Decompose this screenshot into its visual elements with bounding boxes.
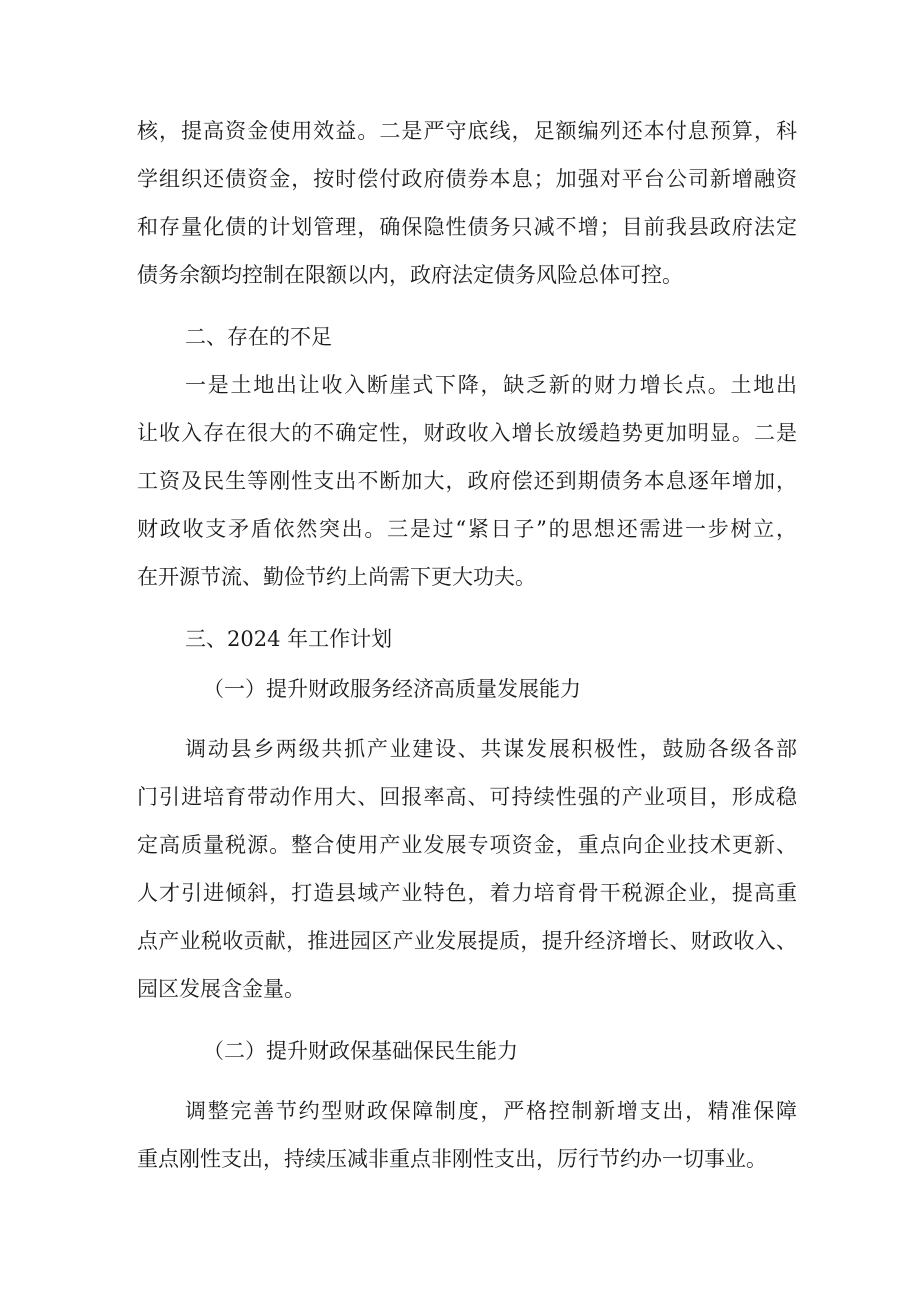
section-heading: 三、2024 年工作计划 (185, 627, 393, 651)
subsection-heading: （一）提升财政服务经济高质量发展能力 (203, 677, 581, 701)
paragraph-line: 在开源节流、勤俭节约上尚需下更大功夫。 (137, 565, 536, 589)
paragraph-line: 定高质量税源。整合使用产业发展专项资金，重点向企业技术更新、 (137, 833, 797, 857)
paragraph-line: 和存量化债的计划管理，确保隐性债务只减不增；目前我县政府法定 (137, 215, 797, 239)
section-heading: 二、存在的不足 (185, 325, 332, 349)
paragraph-line: 园区发展含金量。 (137, 977, 305, 1001)
paragraph-line: 人才引进倾斜，打造县域产业特色，着力培育骨干税源企业，提高重 (137, 881, 797, 905)
paragraph-line: 学组织还债资金，按时偿付政府债券本息；加强对平台公司新增融资 (137, 167, 797, 191)
paragraph-line: 重点刚性支出，持续压减非重点非刚性支出，厉行节约办一切事业。 (137, 1147, 767, 1171)
paragraph-line: 核，提高资金使用效益。二是严守底线，足额编列还本付息预算，科 (137, 119, 797, 143)
paragraph-line: 门引进培育带动作用大、回报率高、可持续性强的产业项目，形成稳 (137, 785, 797, 809)
paragraph-line: 让收入存在很大的不确定性，财政收入增长放缓趋势更加明显。二是 (137, 421, 797, 445)
paragraph-line: 点产业税收贡献，推进园区产业发展提质，提升经济增长、财政收入、 (137, 929, 797, 953)
subsection-heading: （二）提升财政保基础保民生能力 (203, 1039, 518, 1063)
paragraph-line: 一是土地出让收入断崖式下降，缺乏新的财力增长点。土地出 (185, 373, 797, 397)
paragraph-line: 债务余额均控制在限额以内，政府法定债务风险总体可控。 (137, 263, 683, 287)
paragraph-line: 调动县乡两级共抓产业建设、共谋发展积极性，鼓励各级各部 (185, 737, 797, 761)
paragraph-line: 财政收支矛盾依然突出。三是过“紧日子”的思想还需进一步树立， (137, 517, 797, 541)
paragraph-line: 调整完善节约型财政保障制度，严格控制新增支出，精准保障 (185, 1099, 797, 1123)
paragraph-line: 工资及民生等刚性支出不断加大，政府偿还到期债务本息逐年增加， (137, 469, 797, 493)
